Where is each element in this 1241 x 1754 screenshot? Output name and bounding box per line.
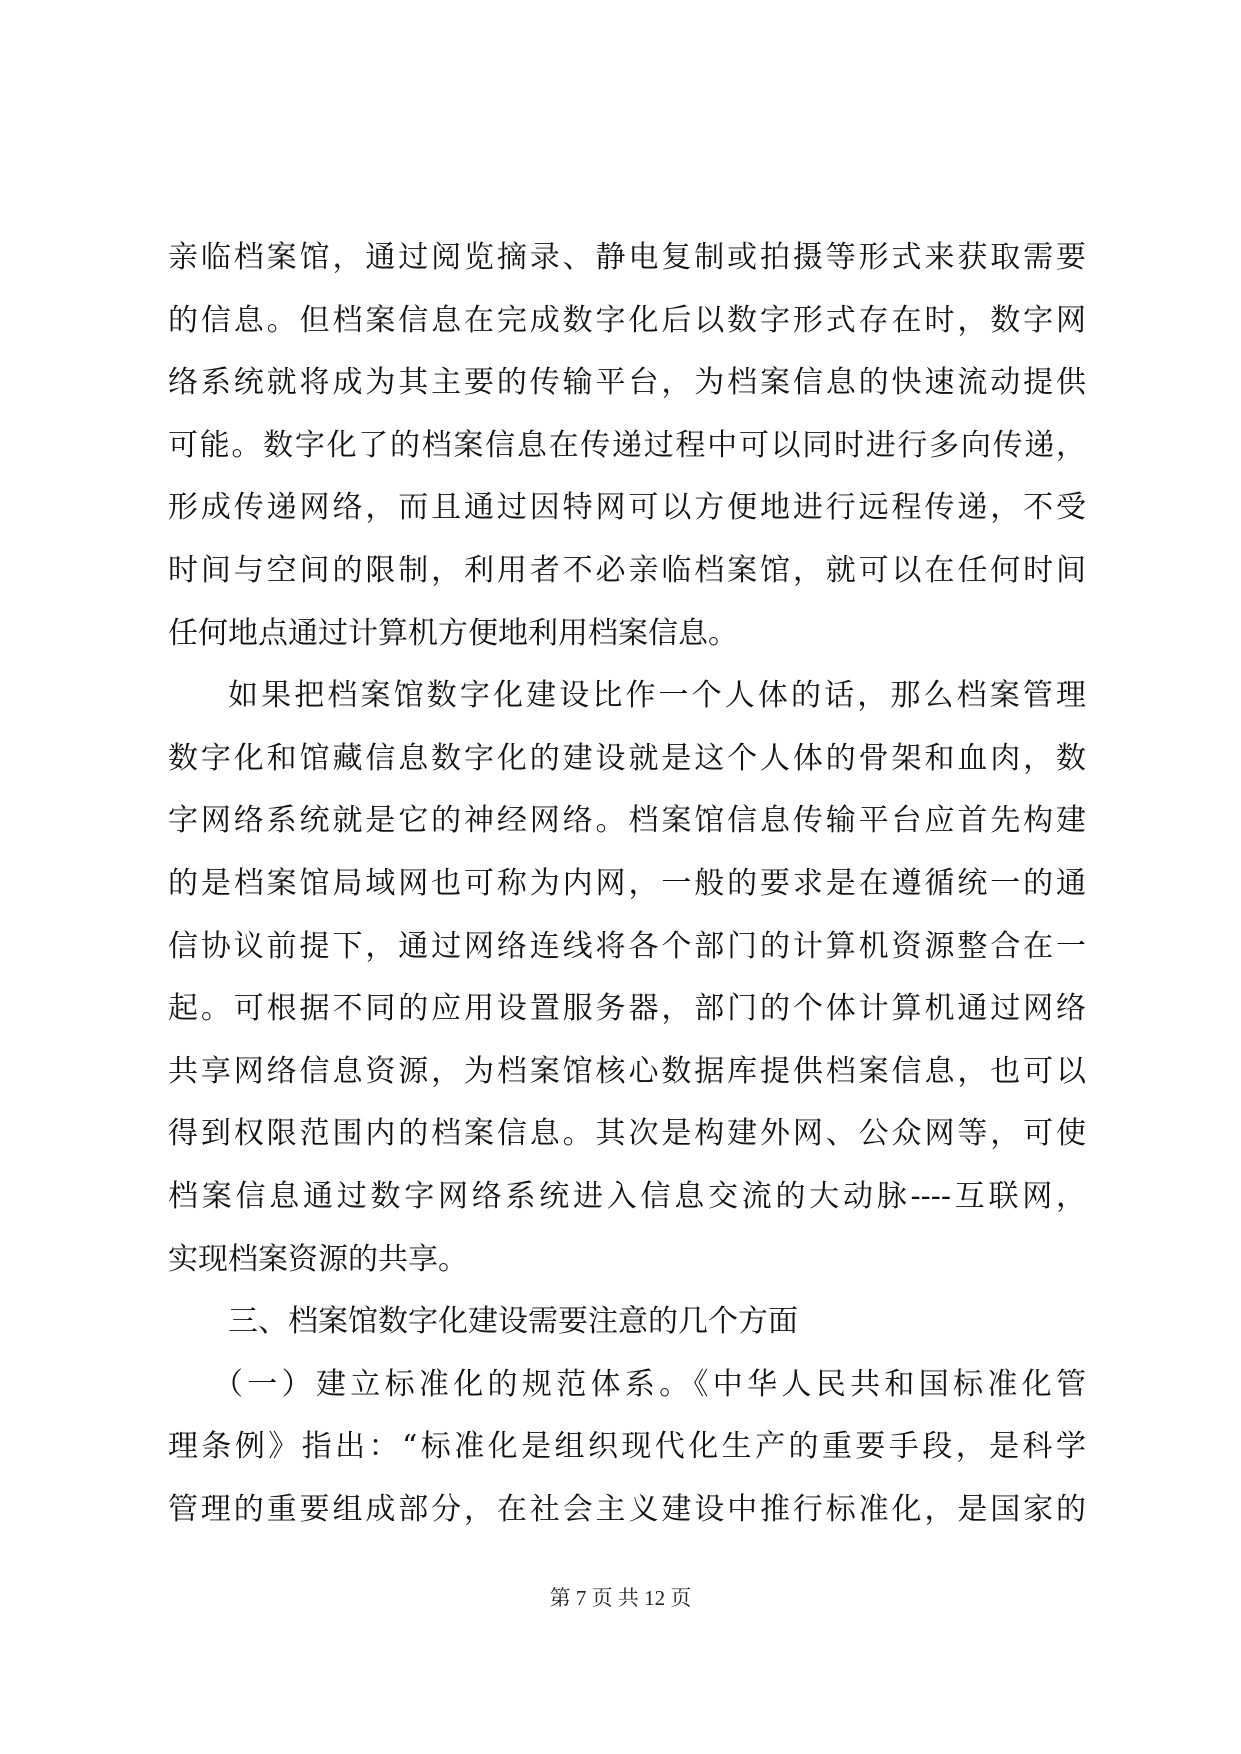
text-line: 时间与空间的限制，利用者不必亲临档案馆，就可以在任何时间	[168, 552, 1086, 588]
text-line: 信协议前提下，通过网络连线将各个部门的计算机资源整合在一	[168, 928, 1086, 964]
text-line: 络系统就将成为其主要的传输平台，为档案信息的快速流动提供	[168, 365, 1086, 401]
body-text	[168, 227, 1086, 1541]
section-heading: 三、档案馆数字化建设需要注意的几个方面	[228, 1304, 798, 1340]
paragraph-first-line: （一）建立标准化的规范体系。《中华人民共和国标准化管	[213, 1366, 1086, 1402]
text-line: 数字化和馆藏信息数字化的建设就是这个人体的骨架和血肉，数	[168, 740, 1086, 776]
text-line: 字网络系统就是它的神经网络。档案馆信息传输平台应首先构建	[168, 803, 1086, 839]
page-number: 第 7 页 共 12 页	[549, 1586, 692, 1610]
text-line: 可能。数字化了的档案信息在传递过程中可以同时进行多向传递，	[168, 427, 1086, 463]
text-line: 管理的重要组成部分，在社会主义建设中推行标准化，是国家的	[168, 1491, 1086, 1527]
text-line: 起。可根据不同的应用设置服务器，部门的个体计算机通过网络	[168, 991, 1086, 1027]
text-line: 任何地点通过计算机方便地利用档案信息。	[168, 615, 738, 651]
text-line: 的信息。但档案信息在完成数字化后以数字形式存在时，数字网	[168, 302, 1086, 338]
text-line: 共享网络信息资源，为档案馆核心数据库提供档案信息，也可以	[168, 1053, 1086, 1089]
paragraph-first-line: 如果把档案馆数字化建设比作一个人体的话，那么档案管理	[228, 678, 1086, 714]
text-line: 形成传递网络，而且通过因特网可以方便地进行远程传递，不受	[168, 490, 1086, 526]
text-line: 亲临档案馆，通过阅览摘录、静电复制或拍摄等形式来获取需要	[168, 240, 1086, 275]
text-line: 的是档案馆局域网也可称为内网，一般的要求是在遵循统一的通	[168, 865, 1086, 901]
text-line: 理条例》指出：“标准化是组织现代化生产的重要手段，是科学	[168, 1429, 1086, 1465]
text-line: 实现档案资源的共享。	[168, 1241, 468, 1277]
text-line: 得到权限范围内的档案信息。其次是构建外网、公众网等，可使	[168, 1116, 1086, 1152]
text-line: 档案信息通过数字网络系统进入信息交流的大动脉----互联网，	[168, 1178, 1086, 1214]
